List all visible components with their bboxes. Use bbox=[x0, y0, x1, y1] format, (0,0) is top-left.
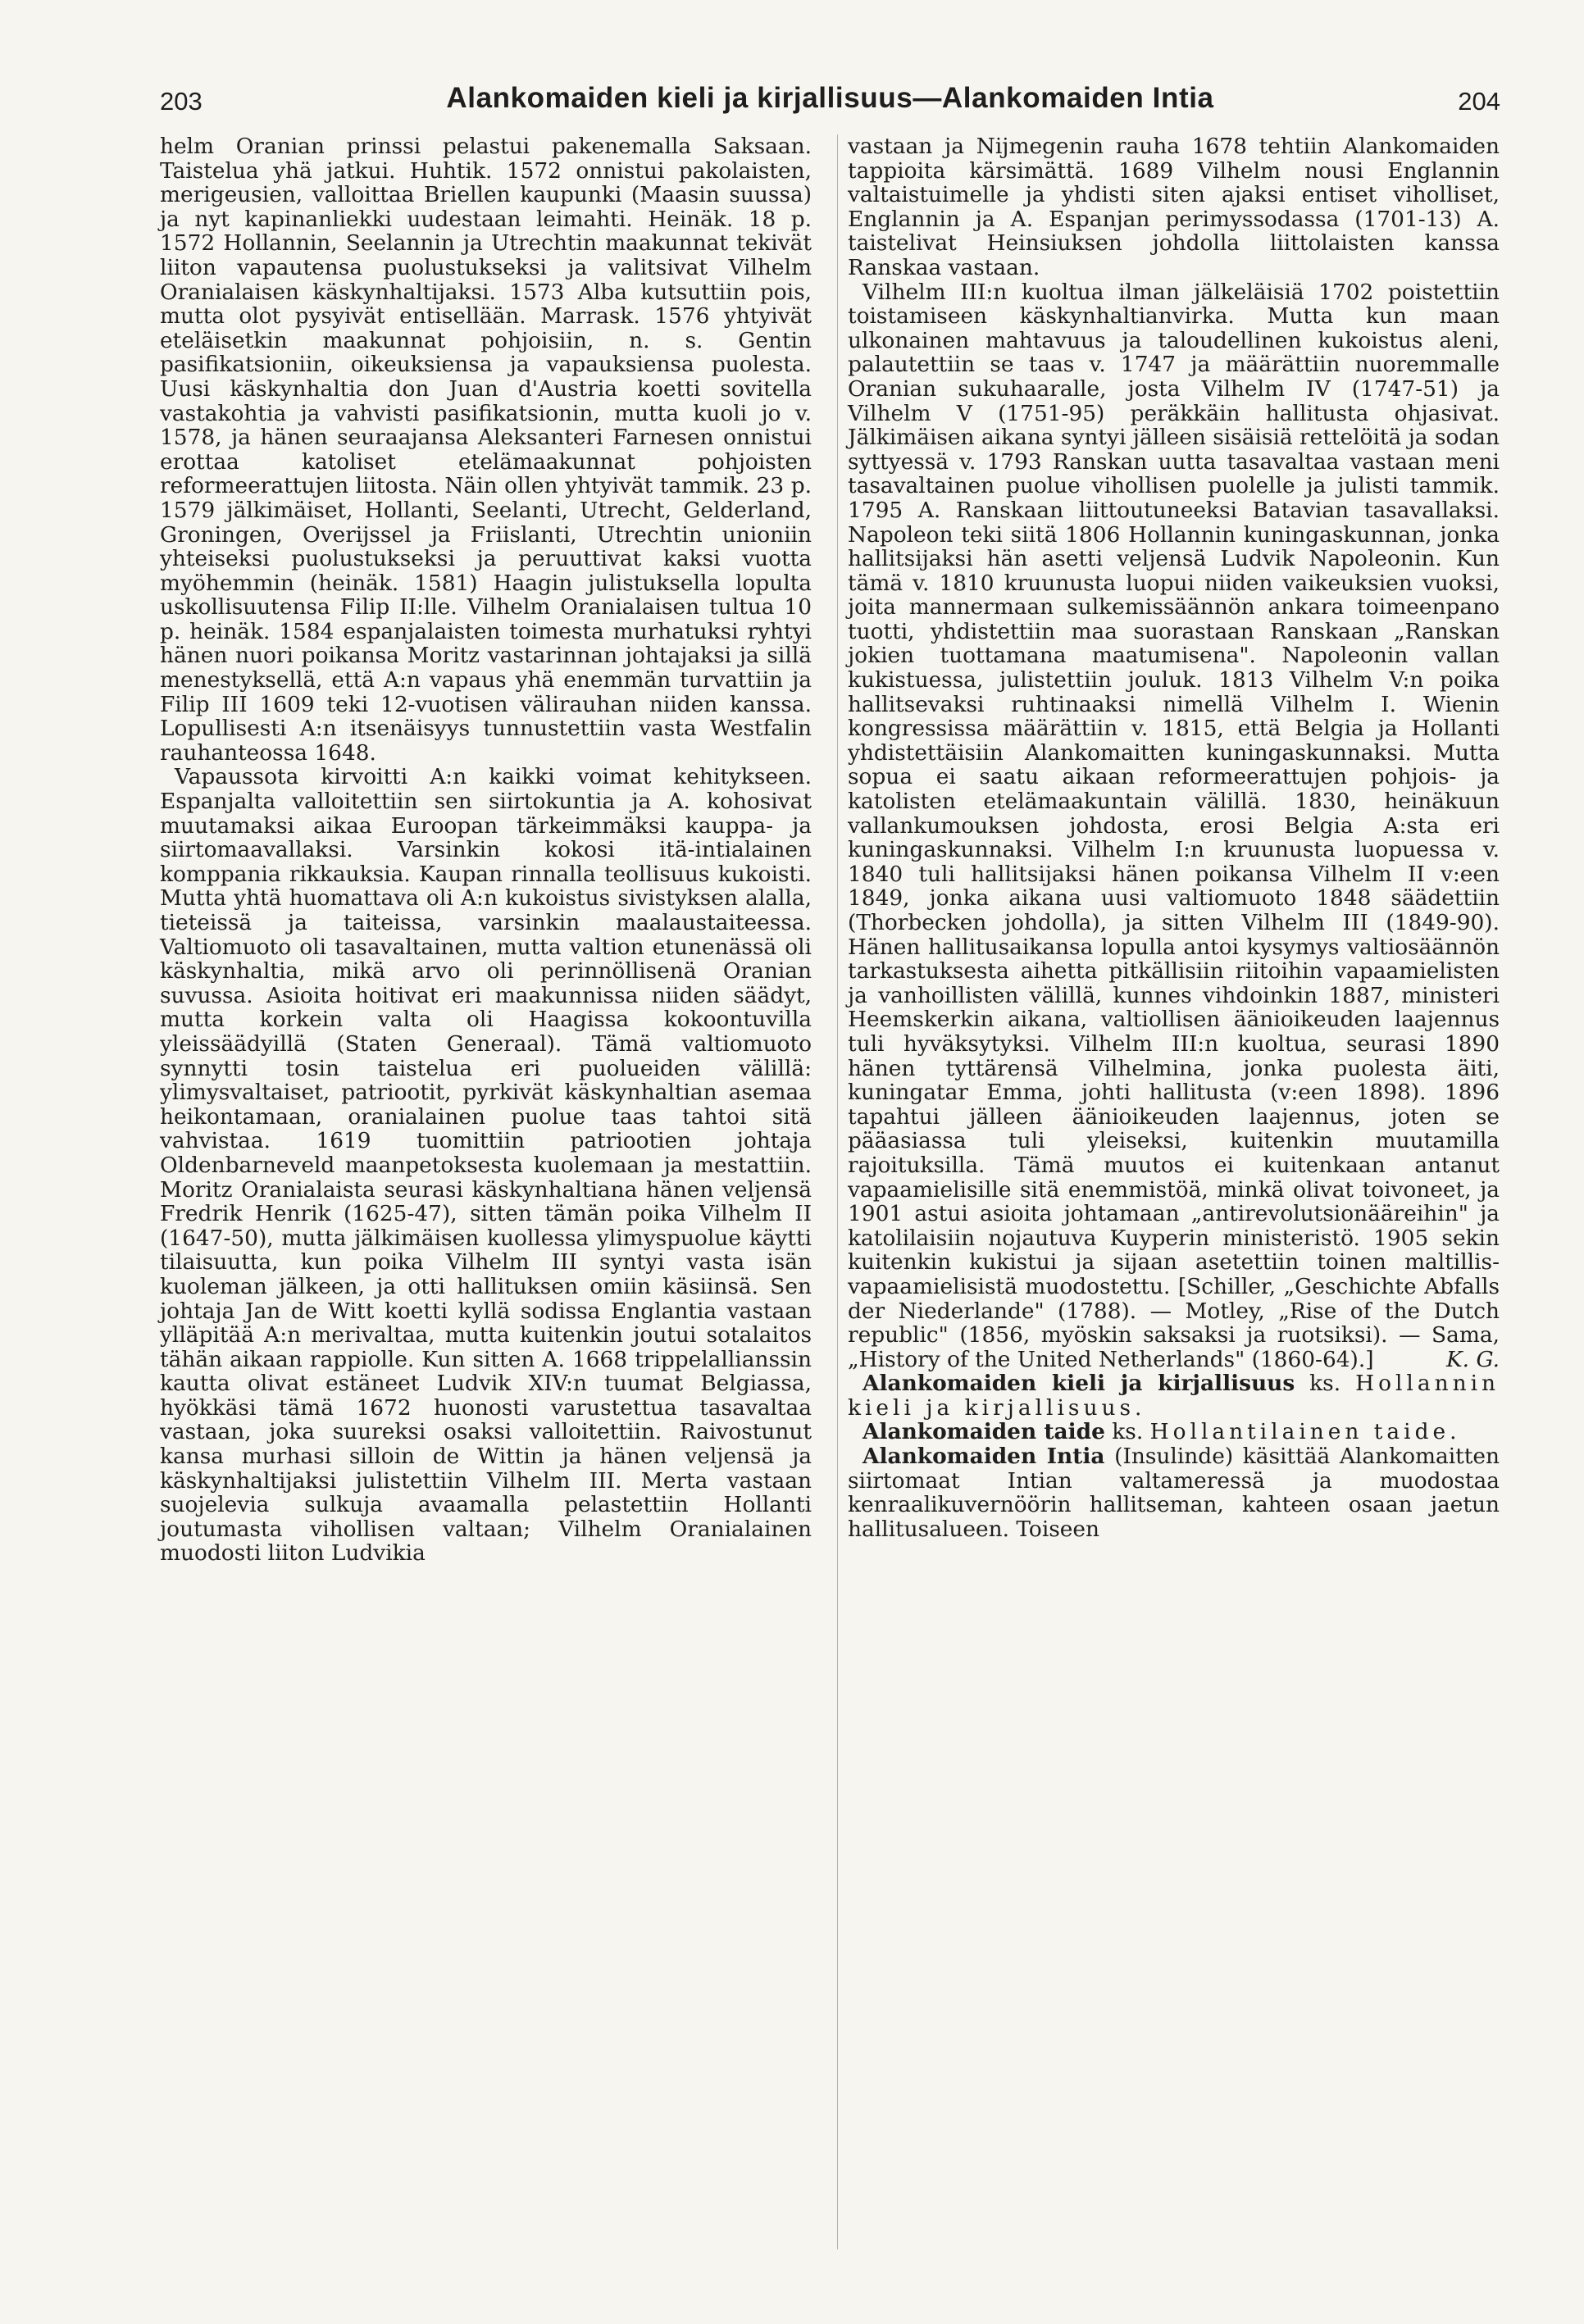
see-reference-label: ks. bbox=[1309, 1371, 1341, 1397]
entry-taide bbox=[848, 1420, 1500, 1444]
page-number-right: 204 bbox=[1458, 87, 1500, 116]
page-number-left: 203 bbox=[160, 87, 203, 116]
cross-reference: Hollannin kieli ja kirjallisuus. bbox=[848, 1371, 1500, 1421]
entry-headword: Alankomaiden taide bbox=[863, 1419, 1105, 1445]
entry-headword: Alankomaiden Intia bbox=[863, 1444, 1105, 1470]
entry-headword: Alankomaiden kieli ja kirjallisuus bbox=[863, 1371, 1295, 1397]
paragraph: vastaan ja Nijmegenin rauha 1678 tehtiin Alankomaiden tappioita kärsimättä. 1689 Vilhelm nousi Englannin valtaistuimelle ja yhdisti siten ajaksi entiset viholliset, Englannin ja A. Espanjan perimyssodassa (1701-13) A. taistelivat Heinsiuksen johdolla liittolaisten kanssa Ranskaa vastaan. bbox=[848, 134, 1500, 280]
page-header bbox=[160, 82, 1500, 131]
paragraph: Vapaussota kirvoitti A:n kaikki voimat kehitykseen. Espanjalta valloitettiin sen siirtokuntia ja A. kohosivat muutamaksi aikaa Euroopan tärkeimmäksi kauppa- ja siirtomaavallaksi. Varsinkin kokosi itä-intialainen komppania rikkauksia. Kaupan rinnalla teollisuus kukoisti. Mutta yhtä huomattava oli A:n kukoistus sivistyksen alalla, tieteissä ja taiteissa, varsinkin maalaustaiteessa. Valtiomuoto oli tasavaltainen, mutta valtion etunenässä oli käskynhaltia, mikä arvo oli perinnöllisenä Oranian suvussa. Asioita hoitivat eri maakunnissa niiden säädyt, mutta korkein valta oli Haagissa kokoontuvilla yleissäädyillä (Staten Generaal). Tämä valtiomuoto synnytti tosin taistelua eri puolueiden välillä: ylimysvaltaiset, patriootit, pyrkivät käskynhaltian asemaa heikontamaan, oranialainen puolue taas tahtoi sitä vahvistaa. 1619 tuomittiin patriootien johtaja Oldenbarneveld maanpetoksesta kuolemaan ja mestattiin. Moritz Oranialaista seurasi käskynhaltiana hänen veljensä Fredrik Henrik (1625-47), sitten tämän poika Vilhelm II (1647-50), mutta jälkimäisen kuollessa ylimyspuolue käytti tilaisuutta, kun poika Vilhelm III syntyi vasta isän kuoleman jälkeen, ja otti hallituksen omiin käsiinsä. Sen johtaja Jan de Witt koetti kyllä sodissa Englantia vastaan ylläpitää A:n merivaltaa, mutta kuitenkin joutui sotalaitos tähän aikaan rappiolle. Kun sitten A. 1668 trippelallianssin kautta olivat estäneet Ludvik XIV:n tuumat Belgiassa, hyökkäsi tämä 1672 huonosti varustettua tasavaltaa vastaan, joka suureksi osaksi valloitettiin. Raivostunut kansa murhasi silloin de Wittin ja hänen veljensä ja käskynhaltijaksi julistettiin Vilhelm III. Merta vastaan suojelevia sulkuja avaamalla pelastettiin Hollanti joutumasta vihollisen valtaan; Vilhelm Oranialainen muodosti liiton Ludvikia bbox=[160, 764, 812, 1567]
right-column bbox=[848, 134, 1500, 1541]
paragraph-text: Vilhelm III:n kuoltua ilman jälkeläisiä 1702 poistettiin toistamiseen käskynhaltianvirka. Mutta kun maan ulkonainen mahtavuus ja taloudellinen kukoistus aleni, palautettiin se taas v. 1747 ja määrättiin nuoremmalle Oranian sukuhaaralle, josta Vilhelm IV (1747-51) ja Vilhelm V (1751-95) peräkkäin hallitusta ohjasivat. Jälkimäisen aikana syntyi jälleen sisäisiä rettelöitä ja sodan syttyessä v. 1793 Ranskan uutta tasavaltaa vastaan meni tasavaltainen puolue vihollisen puolelle ja julisti tammik. 1795 A. Ranskaan liittoutuneeksi Batavian tasavallaksi. Napoleon teki siitä 1806 Hollannin kuningaskunnan, jonka hallitsijaksi hän asetti veljensä Ludvik Napoleonin. Kun tämä v. 1810 kruunusta luopui niiden vaikeuksien vuoksi, joita mannermaan sulkemissäännön ankara toimeenpano tuotti, yhdistettiin maa suorastaan Ranskaan „Ranskan jokien tuottamana maatumisena". Napoleonin vallan kukistuessa, julistettiin jouluk. 1813 Vilhelm V:n poika hallitsevaksi ruhtinaaksi nimellä Vilhelm I. Wienin kongressissa määrättiin v. 1815, että Belgia ja Hollanti yhdistettäisiin Alankomaitten kuningaskunnaksi. Mutta sopua ei saatu aikaan reformeerattujen pohjois- ja katolisten etelämaakuntain välillä. 1830, heinäkuun vallankumouksen johdosta, erosi Belgia A:sta eri kuningaskunnaksi. Vilhelm I:n kruunusta luopuessa v. 1840 tuli hallitsijaksi hänen poikansa Vilhelm II v:een 1849, jonka aikana uusi valtiomuoto 1848 säädettiin (Thorbecken johdolla), ja sitten Vilhelm III (1849-90). Hänen hallitusaikansa lopulla antoi kysymys valtiosäännön tarkastuksesta aihetta pitkällisiin riitoihin vapaamielisten ja vanhoillisten välillä, kunnes vihdoinkin 1887, ministeri Heemskerkin aikana, valtiollisen äänioikeuden laajennus tuli hyväksytyksi. Vilhelm III:n kuoltua, seurasi 1890 hänen tyttärensä Vilhelmina, jonka puolesta äiti, kuningatar Emma, johti hallitusta (v:een 1898). 1896 tapahtui jälleen äänioikeuden laajennus, joten se pääasiassa tuli yleiseksi, kuitenkin muutamilla rajoituksilla. Tämä muutos ei kuitenkaan antanut vapaamielisille sitä enemmistöä, minkä olivat toivoneet, ja 1901 astui asioita johtamaan „antirevolutsionääreihin" ja katolilaisiin nojautuva Kuyperin ministeristö. 1905 sekin kuitenkin kukistui ja sijaan asetettiin toinen maltillis-vapaamielisistä muodostettu. [Schiller, „Geschichte Abfalls der Niederlande" (1788). — Motley, „Rise of the Dutch republic" (1856, myöskin saksaksi ja ruotsiksi). — Sama, „History of the United Netherlands" (1860-64).] bbox=[848, 279, 1500, 1372]
paragraph: helm Oranian prinssi pelastui pakenemalla Saksaan. Taistelua yhä jatkui. Huhtik. 1572 onnistui pakolaisten, merigeusien, valloittaa Briellen kaupunki (Maasin suussa) ja nyt kapinanliekki uudestaan leimahti. Heinäk. 18 p. 1572 Hollannin, Seelannin ja Utrechtin maakunnat tekivät liiton vapautensa puolustukseksi ja valitsivat Vilhelm Oranialaisen käskynhaltijaksi. 1573 Alba kutsuttiin pois, mutta olot pysyivät entisellään. Marrask. 1576 yhtyivät eteläisetkin maakunnat pohjoisiin, n. s. Gentin pasifikatsioniin, oikeuksiensa ja vapauksiensa puolesta. Uusi käskynhaltia don Juan d'Austria koetti sovitella vastakohtia ja vahvisti pasifikatsionin, mutta kuoli jo v. 1578, ja hänen seuraajansa Aleksanteri Farnesen onnistui erottaa katoliset etelämaakunnat pohjoisten reformeerattujen liitosta. Näin ollen yhtyivät tammik. 23 p. 1579 jälkimäiset, Hollanti, Seelanti, Utrecht, Gelderland, Groningen, Overijssel ja Friislanti, Utrechtin unioniin yhteiseksi puolustukseksi ja peruuttivat kaksi vuotta myöhemmin (heinäk. 1581) Haagin julistuksella lopulta uskollisuutensa Filip II:lle. Vilhelm Oranialaisen tultua 10 p. heinäk. 1584 espanjalaisten toimesta murhatuksi ryhtyi hänen nuori poikansa Moritz vastarinnan johtajaksi ja sillä menestyksellä, että A:n vapaus yhä enemmän turvattiin ja Filip III 1609 teki 12-vuotisen välirauhan niiden kanssa. Lopullisesti A:n itsenäisyys tunnustettiin vasta Westfalin rauhanteossa 1648. bbox=[160, 134, 812, 766]
column-divider bbox=[837, 134, 838, 2249]
cross-reference: Hollantilainen taide. bbox=[1149, 1419, 1461, 1445]
entry-intia bbox=[848, 1444, 1500, 1541]
author-signature: K. G. bbox=[1445, 1346, 1500, 1372]
paragraph bbox=[848, 280, 1500, 1372]
left-column bbox=[160, 134, 812, 1566]
see-reference-label: ks. bbox=[1112, 1419, 1144, 1445]
entry-text: (Insulinde) käsittää Alankomaitten siirtomaat Intian valtameressä ja muodostaa kenraalikuvernöörin hallitseman, kahteen osaan jaetun hallitusalueen. Toiseen bbox=[848, 1444, 1500, 1542]
running-title: Alankomaiden kieli ja kirjallisuus—Alankomaiden Intia bbox=[446, 82, 1214, 114]
entry-kieli-ja-kirjallisuus bbox=[848, 1371, 1500, 1420]
